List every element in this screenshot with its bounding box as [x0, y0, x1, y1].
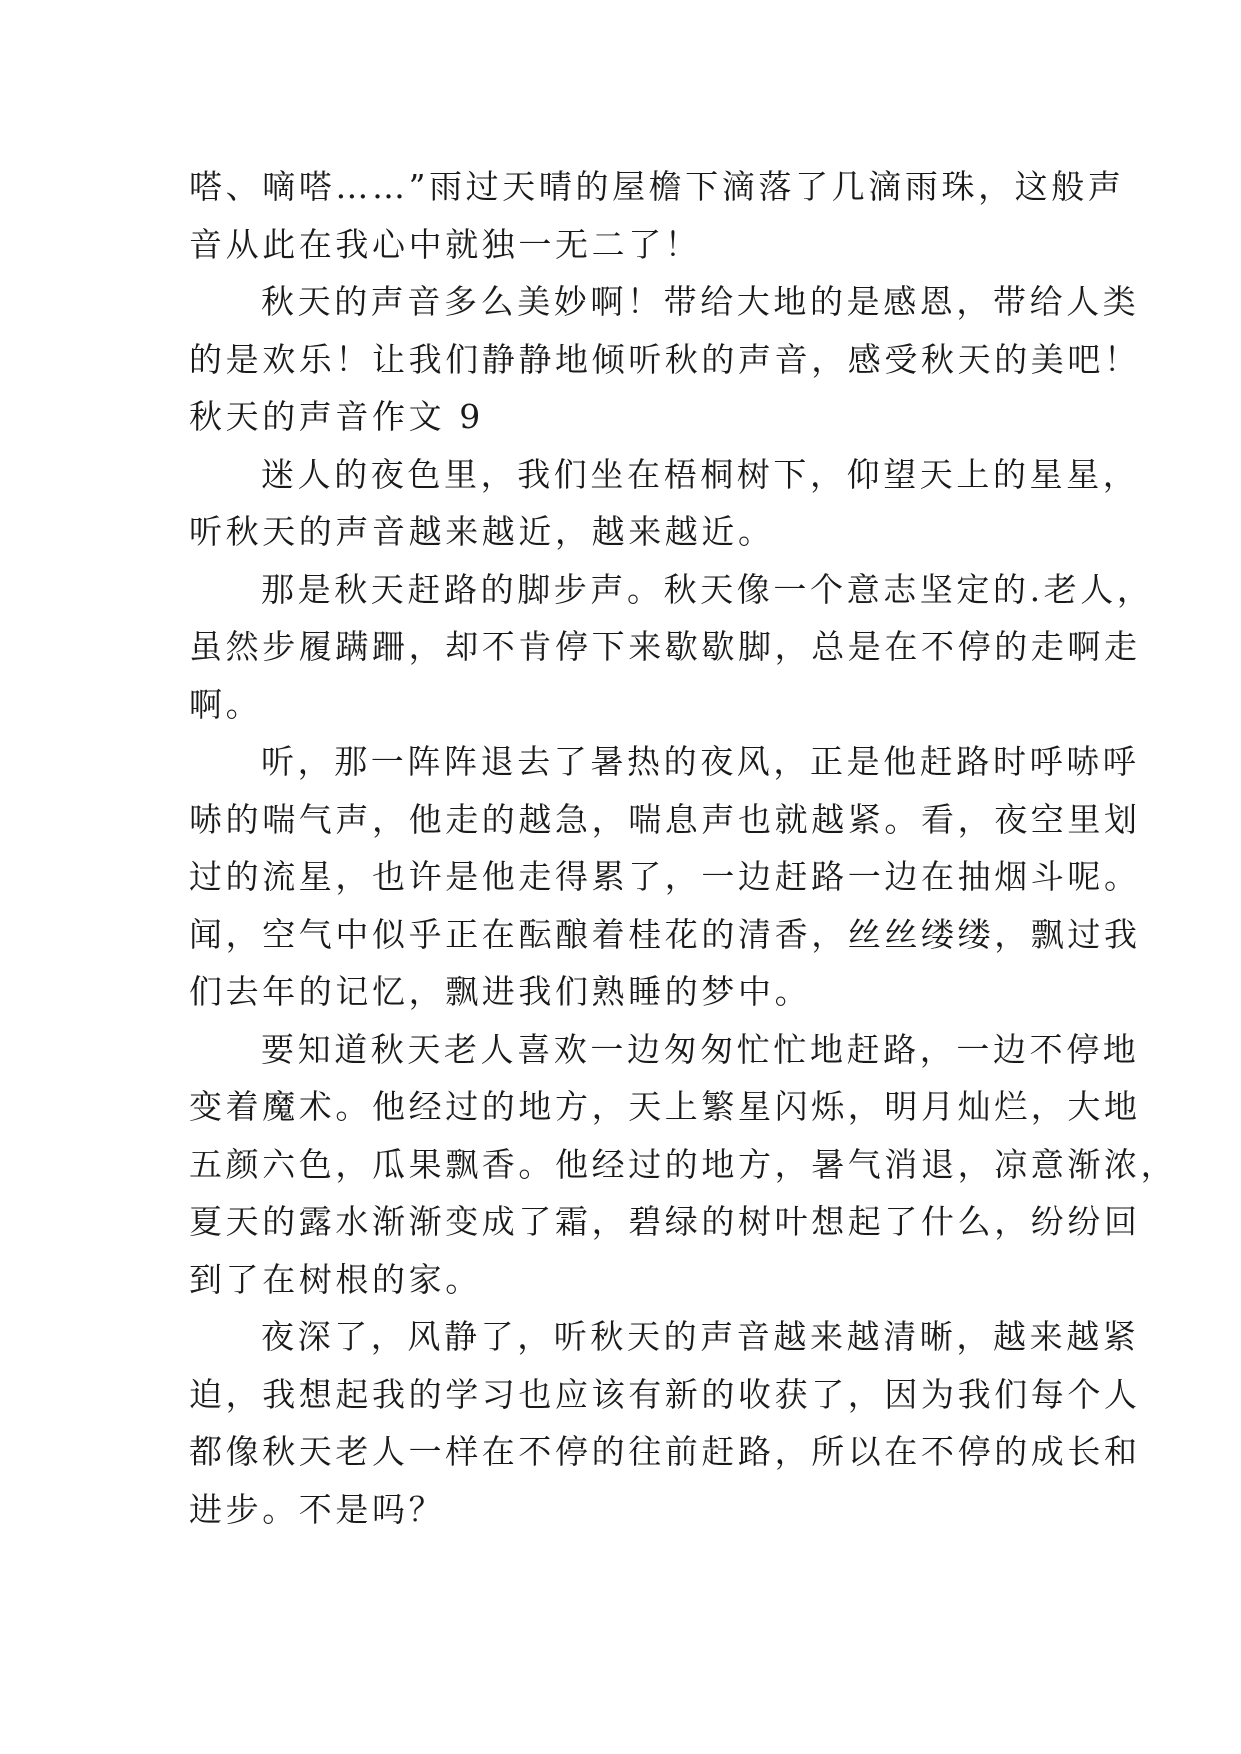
- text-line: 迫，我想起我的学习也应该有新的收获了，因为我们每个人: [189, 1374, 1141, 1414]
- paragraph-start-line: 听，那一阵阵退去了暑热的夜风，正是他赶路时呼哧呼: [261, 742, 1140, 781]
- text-line: 听秋天的声音越来越近，越来越近。: [189, 512, 775, 551]
- text-line: 都像秋天老人一样在不停的往前赶路，所以在不停的成长和: [189, 1432, 1141, 1471]
- text-line: 到了在树根的家。: [189, 1259, 482, 1299]
- text-line: 的是欢乐！让我们静静地倾听秋的声音，感受秋天的美吧！: [189, 339, 1141, 379]
- paragraph-start-line: 要知道秋天老人喜欢一边匆匆忙忙地赶路，一边不停地: [261, 1029, 1140, 1069]
- paragraph-start-line: 迷人的夜色里，我们坐在梧桐树下，仰望天上的星星，: [261, 454, 1140, 494]
- text-line: 啊。: [189, 684, 263, 724]
- text-line: 过的流星，也许是他走得累了，一边赶路一边在抽烟斗呢。: [189, 857, 1141, 896]
- body-text: [189, 158, 1178, 1538]
- text-line: 进步。不是吗？: [189, 1489, 446, 1529]
- paragraph-start-line: 夜深了，风静了，听秋天的声音越来越清晰，越来越紧: [261, 1317, 1140, 1356]
- paragraph-start-line: 秋天的声音多么美妙啊！带给大地的是感恩，带给人类: [261, 282, 1140, 321]
- text-line: 们去年的记忆，飘进我们熟睡的梦中。: [189, 972, 812, 1011]
- text-line: 五颜六色，瓜果飘香。他经过的地方，暑气消退，凉意渐浓，: [189, 1144, 1178, 1184]
- text-line: 虽然步履蹒跚，却不肯停下来歇歇脚，总是在不停的走啊走: [189, 627, 1141, 666]
- paragraph-start-line: 那是秋天赶路的脚步声。秋天像一个意志坚定的.老人，: [261, 569, 1154, 609]
- text-line: 嗒、嘀嗒……”雨过天晴的屋檐下滴落了几滴雨珠，这般声: [189, 167, 1125, 206]
- text-line: 夏天的露水渐渐变成了霜，碧绿的树叶想起了什么，纷纷回: [189, 1202, 1141, 1241]
- text-line: 闻，空气中似乎正在酝酿着桂花的清香，丝丝缕缕，飘过我: [189, 914, 1141, 954]
- text-line: 变着魔术。他经过的地方，天上繁星闪烁，明月灿烂，大地: [189, 1087, 1141, 1126]
- text-line: 哧的喘气声，他走的越急，喘息声也就越紧。看，夜空里划: [189, 799, 1141, 839]
- section-heading: 秋天的声音作文 9: [189, 397, 484, 436]
- text-line: 音从此在我心中就独一无二了！: [189, 224, 702, 264]
